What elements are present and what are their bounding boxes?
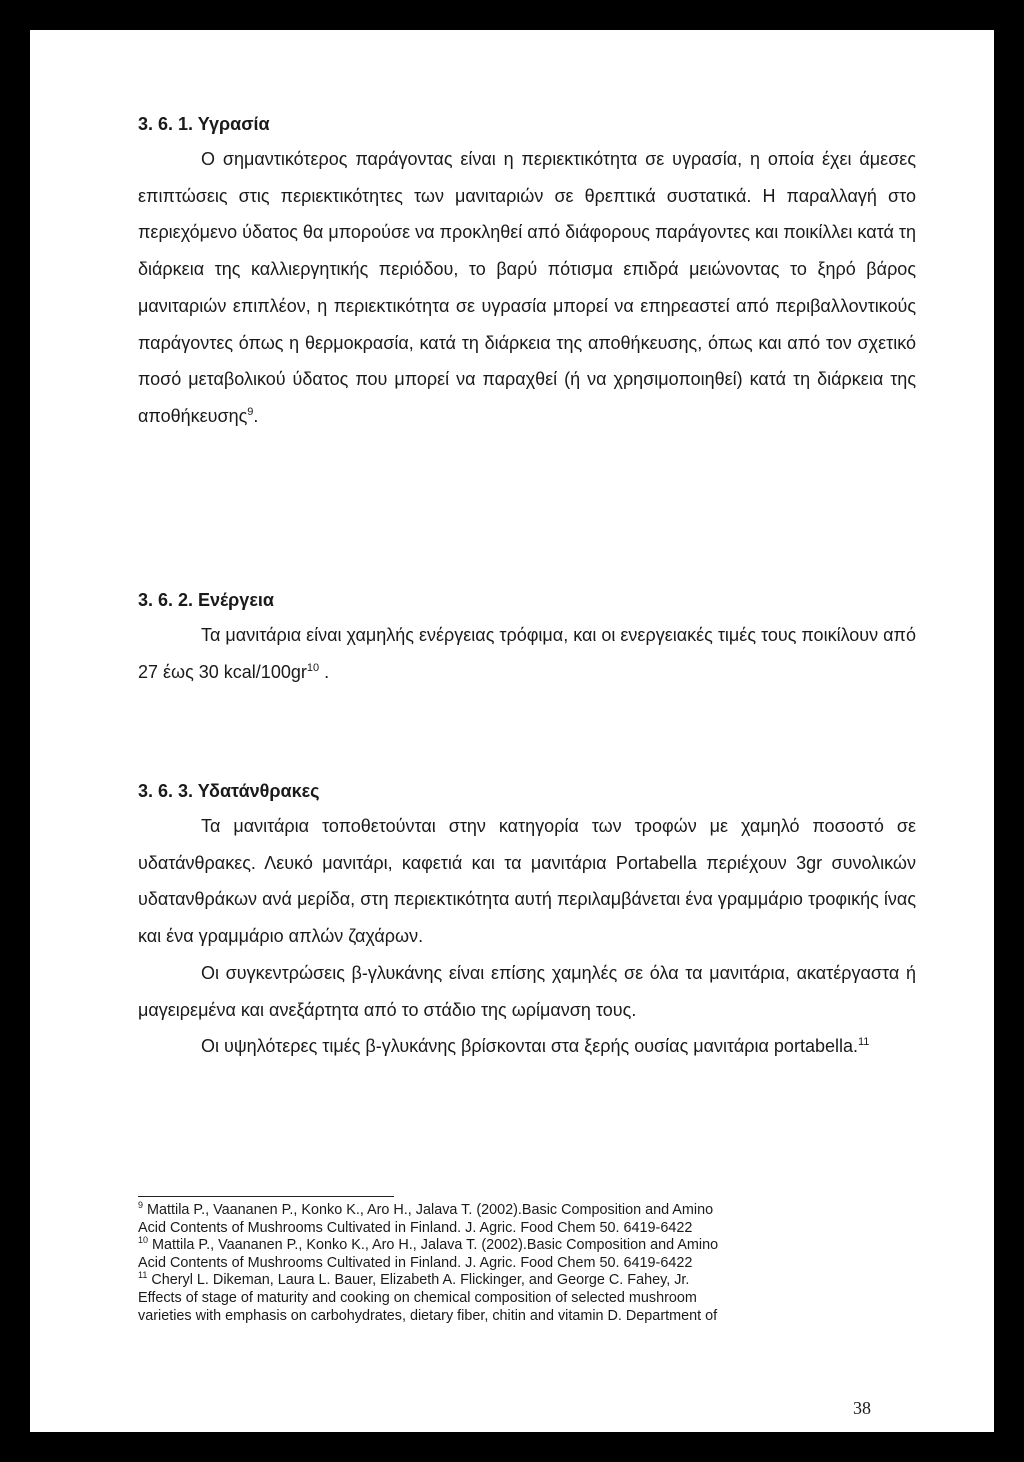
- footnote-ref: 10: [306, 661, 320, 674]
- footnote-divider: [138, 1196, 394, 1197]
- footnote-ref: 11: [857, 1036, 870, 1049]
- section-heading: 3. 6. 2. Ενέργεια: [138, 590, 274, 610]
- section-heading: 3. 6. 3. Υδατάνθρακες: [138, 781, 320, 801]
- footnote-line: Acid Contents of Mushrooms Cultivated in Finland. J. Agric. Food Chem 50. 6419-6422: [138, 1219, 693, 1236]
- footnote-line: Effects of stage of maturity and cooking on chemical composition of selected mushroom: [138, 1289, 697, 1306]
- paragraph: [138, 1028, 916, 1065]
- footnotes: [138, 1202, 904, 1325]
- footnote-line: Cheryl L. Dikeman, Laura L. Bauer, Elizabeth A. Flickinger, and George C. Fahey, Jr.: [147, 1272, 690, 1289]
- footnote-line: varieties with emphasis on carbohydrates, dietary fiber, chitin and vitamin D. Department of: [138, 1307, 718, 1324]
- paragraph-text: Οι υψηλότερες τιμές β-γλυκάνης βρίσκονται στα ξερής ουσίας μανιτάρια portabella.: [201, 1036, 858, 1057]
- paragraph-tail: .: [319, 661, 330, 682]
- footnote: [138, 1272, 904, 1325]
- section-heading: 3. 6. 1. Υγρασία: [138, 114, 270, 134]
- paragraph: [138, 808, 916, 955]
- footnote-number: 10: [138, 1235, 149, 1246]
- paragraph-text: Τα μανιτάρια τοποθετούνται στην κατηγορία των τροφών με χαμηλό ποσοστό σε υδατάνθρακες. Λευκό μανιτάρι, καφετιά και τα μανιτάρια Portabella περιέχουν 3gr συνολικών υδατανθράκων ανά μερίδα, στη περιεκτικότητα αυτή περιλαμβάνεται ένα γραμμάριο τροφικής ίνας και ένα γραμμάριο απλών ζαχάρων.: [138, 816, 916, 947]
- paragraph-tail: .: [253, 405, 259, 426]
- paragraph-text: Τα μανιτάρια είναι χαμηλής ενέργειας τρόφιμα, και οι ενεργειακές τιμές τους ποικίλουν από 27 έως 30 kcal/100gr: [138, 625, 916, 682]
- section-carbohydrates: [138, 776, 916, 1065]
- footnote-line: Acid Contents of Mushrooms Cultivated in Finland. J. Agric. Food Chem 50. 6419-6422: [138, 1254, 693, 1271]
- footnote: [138, 1237, 904, 1272]
- footnote-number: 11: [138, 1270, 148, 1281]
- section-energy: [138, 585, 916, 690]
- footnote-line: Mattila P., Vaananen P., Konko K., Aro H., Jalava T. (2002).Basic Composition and Amino: [148, 1237, 719, 1254]
- paragraph-text: Ο σημαντικότερος παράγοντας είναι η περιεκτικότητα σε υγρασία, η οποία έχει άμεσες επιπτώσεις στις περιεκτικότητες των μανιταριών σε θρεπτικά συστατικά. Η παραλλαγή στο περιεχόμενο ύδατος θα μπορούσε να προκληθεί από διάφορους παράγοντες και ποικίλλει κατά τη διάρκεια της καλλιεργητικής περιόδου, το βαρύ πότισμα επιδρά μειώνοντας το ξηρό βάρος μανιταριών επιπλέον, η περιεκτικότητα σε υγρασία μπορεί να επηρεαστεί από περιβαλλοντικούς παράγοντες όπως η θερμοκρασία, κατά τη διάρκεια της αποθήκευσης, όπως και από τον σχετικό ποσό μεταβολικού ύδατος που μπορεί να παραχθεί (ή να χρησιμοποιηθεί) κατά τη διάρκεια της αποθήκευσης: [138, 149, 916, 426]
- paragraph: [138, 141, 916, 435]
- footnote-line: Mattila P., Vaananen P., Konko K., Aro H., Jalava T. (2002).Basic Composition and Amino: [143, 1202, 714, 1218]
- paragraph: [138, 617, 916, 690]
- section-moisture: [138, 109, 916, 435]
- paragraph-text: Οι συγκεντρώσεις β-γλυκάνης είναι επίσης χαμηλές σε όλα τα μανιτάρια, ακατέργαστα ή μαγειρεμένα και ανεξάρτητα από το στάδιο της ωρίμανση τους.: [138, 962, 916, 1020]
- footnote: [138, 1202, 904, 1237]
- footnote-ref: 9: [247, 405, 254, 418]
- paragraph: [138, 955, 916, 1028]
- footnote-number: 9: [138, 1200, 144, 1211]
- page-number: 38: [853, 1398, 871, 1418]
- document-page: [30, 30, 994, 1432]
